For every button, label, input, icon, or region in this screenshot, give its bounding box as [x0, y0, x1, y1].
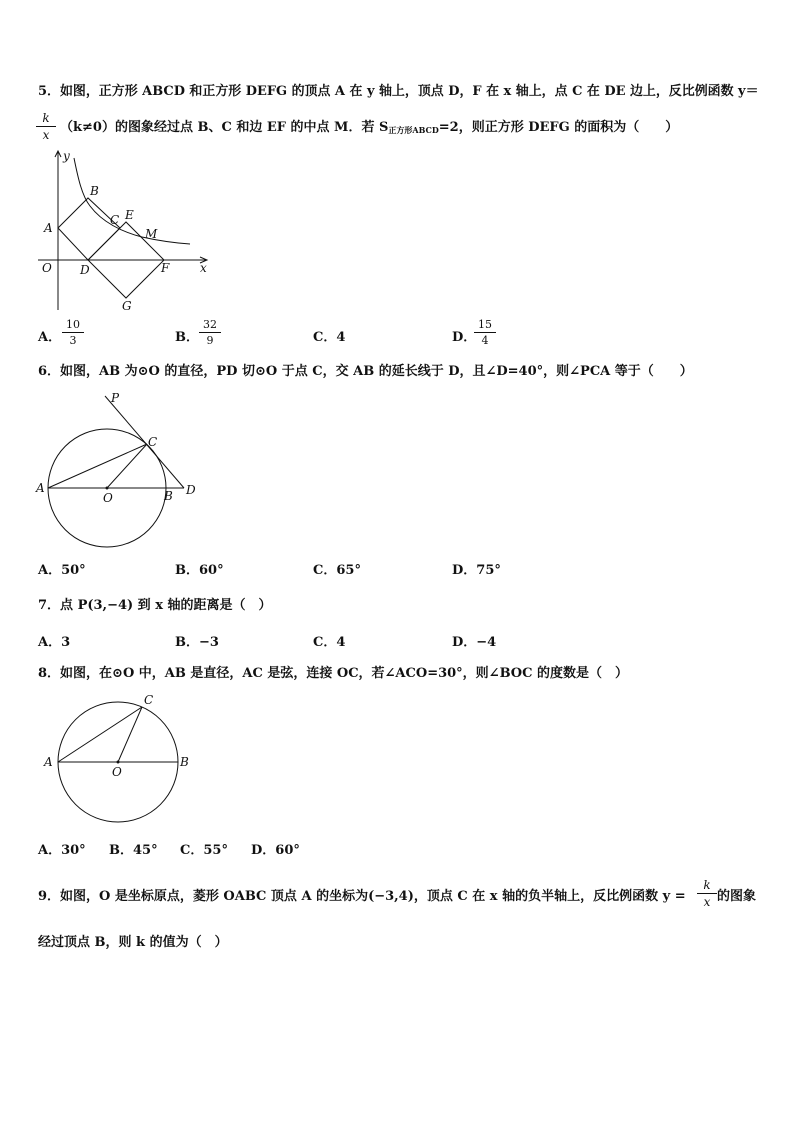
q5-option-d-fraction — [474, 318, 496, 347]
q5-option-b-num: 32 — [203, 318, 217, 331]
q6-label-o: O — [103, 491, 113, 505]
q5-option-a[interactable] — [38, 329, 61, 347]
q6-option-d[interactable]: D．75° — [452, 563, 501, 578]
q6-center-dot — [106, 487, 109, 490]
q8-label-b: B — [180, 755, 189, 769]
q5-option-c[interactable] — [313, 329, 345, 347]
q5-label-c: C — [110, 213, 120, 227]
q9-fraction-denominator: x — [703, 895, 711, 909]
q9-fraction-numerator: k — [703, 878, 711, 892]
q5-label-f: F — [161, 261, 170, 275]
q5-option-b-fraction — [199, 318, 221, 347]
q6-option-b[interactable]: B．60° — [175, 563, 224, 578]
q5-text-line2 — [60, 119, 678, 139]
q5-figure — [30, 148, 220, 314]
q5-label-g: G — [122, 299, 132, 313]
q5-label-m: M — [145, 227, 158, 241]
q5-label-o: O — [42, 261, 52, 275]
q7-text: 7．点 P(3,−4) 到 x 轴的距离是（ ） — [38, 598, 272, 613]
q6-option-c[interactable]: C．65° — [313, 563, 361, 578]
q8-option-c[interactable]: C．55° — [180, 843, 228, 858]
q9-text-line1b: 的图象 — [717, 889, 757, 904]
q7-option-d[interactable]: D．−4 — [452, 635, 497, 650]
q5-square-abcd — [58, 198, 120, 260]
q9-text-line2: 经过顶点 B，则 k 的值为（ ） — [38, 935, 228, 950]
q8-label-o: O — [112, 765, 122, 779]
q5-option-a-letter: A． — [38, 330, 62, 345]
q8-center-dot — [117, 761, 120, 764]
q8-option-d[interactable]: D．60° — [251, 843, 300, 858]
q6-label-b: B — [164, 489, 173, 503]
q8-figure — [34, 690, 204, 830]
q9-text-line1a: 9．如图，O 是坐标原点，菱形 OABC 顶点 A 的坐标为(−3,4)，顶点 C 在 x 轴的负半轴上，反比例函数 y = — [38, 889, 686, 904]
q8-label-a: A — [44, 755, 53, 769]
q5-option-d-num: 15 — [478, 318, 492, 331]
q8-text: 8．如图，在⊙O 中，AB 是直径，AC 是弦，连接 OC，若∠ACO=30°，则∠BOC 的度数是（ ） — [38, 666, 628, 681]
q9-fraction-k-over-x — [697, 878, 717, 909]
q5-option-d-den: 4 — [481, 334, 489, 347]
q5-option-b[interactable] — [175, 329, 199, 347]
q6-chord-ac — [48, 444, 147, 488]
q5-option-a-num: 10 — [66, 318, 80, 331]
q6-figure — [30, 388, 210, 558]
q5-label-b: B — [90, 184, 99, 198]
q5-option-d-letter: D． — [452, 330, 477, 345]
q5-option-b-letter: B． — [175, 330, 199, 345]
q7-option-a[interactable]: A．3 — [38, 635, 71, 650]
q6-radius-oc — [107, 444, 147, 488]
q5-option-c-value: 4 — [336, 330, 346, 345]
q5-text-line1: 5．如图，正方形 ABCD 和正方形 DEFG 的顶点 A 在 y 轴上，顶点 D，F 在 x 轴上，点 C 在 DE 边上，反比例函数 y＝ — [38, 84, 759, 99]
q5-option-b-den: 9 — [206, 334, 214, 347]
q6-label-c: C — [148, 435, 158, 449]
q5-fraction-denominator: x — [42, 128, 50, 142]
q5-label-x: x — [200, 261, 207, 275]
q5-option-a-fraction — [62, 318, 84, 347]
q6-text: 6．如图，AB 为⊙O 的直径，PD 切⊙O 于点 C，交 AB 的延长线于 D，且∠D=40°，则∠PCA 等于（ ） — [38, 364, 693, 379]
q6-label-p: P — [111, 391, 120, 405]
q5-fraction-numerator: k — [42, 111, 50, 125]
q5-subscript-square-abcd: 正方形ABCD — [388, 125, 439, 135]
q5-label-e: E — [125, 208, 134, 222]
q5-option-d[interactable] — [452, 329, 476, 347]
q5-text-line2-b: =2，则正方形 DEFG 的面积为（ ） — [438, 120, 679, 135]
q5-fraction-k-over-x — [36, 111, 56, 142]
q8-option-b[interactable]: B．45° — [109, 843, 158, 858]
q5-option-a-den: 3 — [69, 334, 77, 347]
q7-option-b[interactable]: B．−3 — [175, 635, 219, 650]
q5-text-line2-a: （k≠0）的图象经过点 B、C 和边 EF 的中点 M．若 S — [60, 120, 389, 135]
q5-label-y: y — [63, 149, 70, 163]
q8-chord-ac — [58, 707, 142, 762]
q8-label-c: C — [144, 693, 154, 707]
q6-label-d: D — [186, 483, 196, 497]
q6-option-a[interactable]: A．50° — [38, 563, 86, 578]
q6-tangent-pd — [105, 396, 184, 488]
q7-option-c[interactable]: C．4 — [313, 635, 346, 650]
q6-label-a: A — [36, 481, 45, 495]
q5-label-d: D — [80, 263, 90, 277]
q5-option-c-letter: C． — [313, 330, 337, 345]
q5-label-a: A — [44, 221, 53, 235]
q8-option-a[interactable]: A．30° — [38, 843, 86, 858]
